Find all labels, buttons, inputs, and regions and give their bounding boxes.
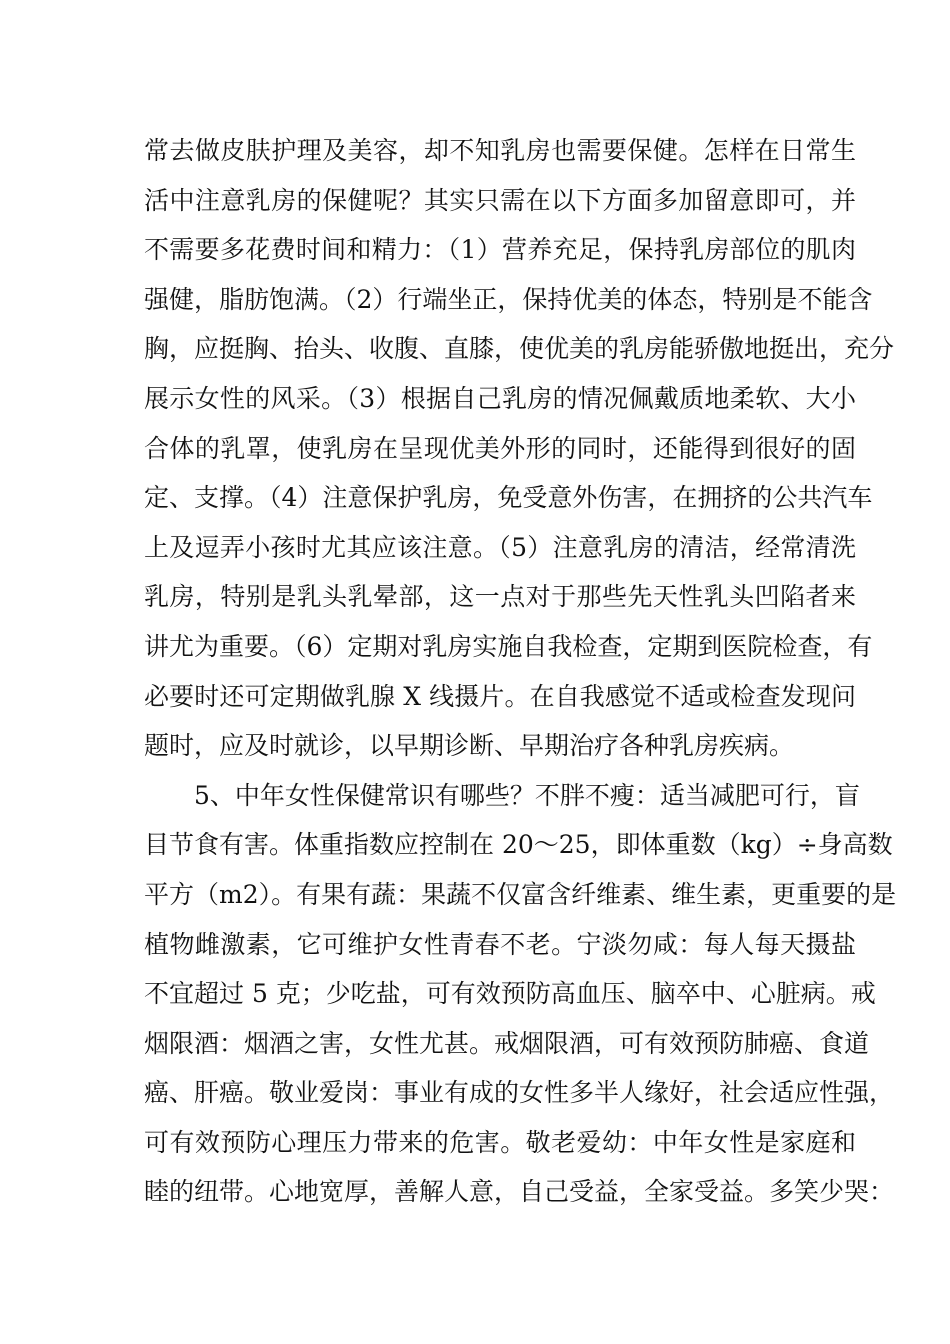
text-line: 癌、肝癌。敬业爱岗：事业有成的女性多半人缘好，社会适应性强， <box>144 1078 895 1108</box>
text-line: 不需要多花费时间和精力：（1）营养充足，保持乳房部位的肌肉 <box>144 235 856 265</box>
text-line: 强健，脂肪饱满。（2）行端坐正，保持优美的体态，特别是不能含 <box>144 284 873 314</box>
text-line: 合体的乳罩，使乳房在呈现优美外形的同时，还能得到很好的固 <box>144 433 856 463</box>
text-line: 可有效预防心理压力带来的危害。敬老爱幼：中年女性是家庭和 <box>144 1127 856 1157</box>
text-line: 不宜超过 5 克；少吃盐，可有效预防高血压、脑卒中、心脏病。戒 <box>144 979 876 1009</box>
text-line: 必要时还可定期做乳腺 X 线摄片。在自我感觉不适或检查发现问 <box>144 681 856 711</box>
text-line: 展示女性的风采。（3）根据自己乳房的情况佩戴质地柔软、大小 <box>144 383 856 413</box>
text-line: 胸，应挺胸、抬头、收腹、直膝，使优美的乳房能骄傲地挺出，充分 <box>144 334 895 364</box>
text-line: 常去做皮肤护理及美容，却不知乳房也需要保健。怎样在日常生 <box>144 136 856 165</box>
paragraph-breast-care <box>144 126 895 771</box>
body-text <box>144 126 897 1217</box>
text-line: 乳房，特别是乳头乳晕部，这一点对于那些先天性乳头凹陷者来 <box>144 582 856 612</box>
text-line: 活中注意乳房的保健呢？其实只需在以下方面多加留意即可，并 <box>144 185 856 215</box>
text-line: 5、中年女性保健常识有哪些？不胖不瘦：适当减肥可行，盲 <box>194 780 860 810</box>
text-line: 平方（m2）。有果有蔬：果蔬不仅富含纤维素、维生素，更重要的是 <box>144 879 897 909</box>
paragraph-middle-aged-women-health <box>144 771 897 1217</box>
text-line: 上及逗弄小孩时尤其应该注意。（5）注意乳房的清洁，经常清洗 <box>144 532 856 562</box>
text-line: 定、支撑。（4）注意保护乳房，免受意外伤害，在拥挤的公共汽车 <box>144 483 873 513</box>
text-line: 题时，应及时就诊，以早期诊断、早期治疗各种乳房疾病。 <box>144 731 795 761</box>
text-line: 讲尤为重要。（6）定期对乳房实施自我检查，定期到医院检查，有 <box>144 631 873 661</box>
text-line: 目节食有害。体重指数应控制在 20～25，即体重数（kg）÷身高数 <box>144 830 893 860</box>
text-line: 植物雌激素，它可维护女性青春不老。宁淡勿咸：每人每天摄盐 <box>144 929 856 959</box>
text-line: 烟限酒：烟酒之害，女性尤甚。戒烟限酒，可有效预防肺癌、食道 <box>144 1028 870 1058</box>
text-line: 睦的纽带。心地宽厚，善解人意，自己受益，全家受益。多笑少哭： <box>144 1177 895 1207</box>
